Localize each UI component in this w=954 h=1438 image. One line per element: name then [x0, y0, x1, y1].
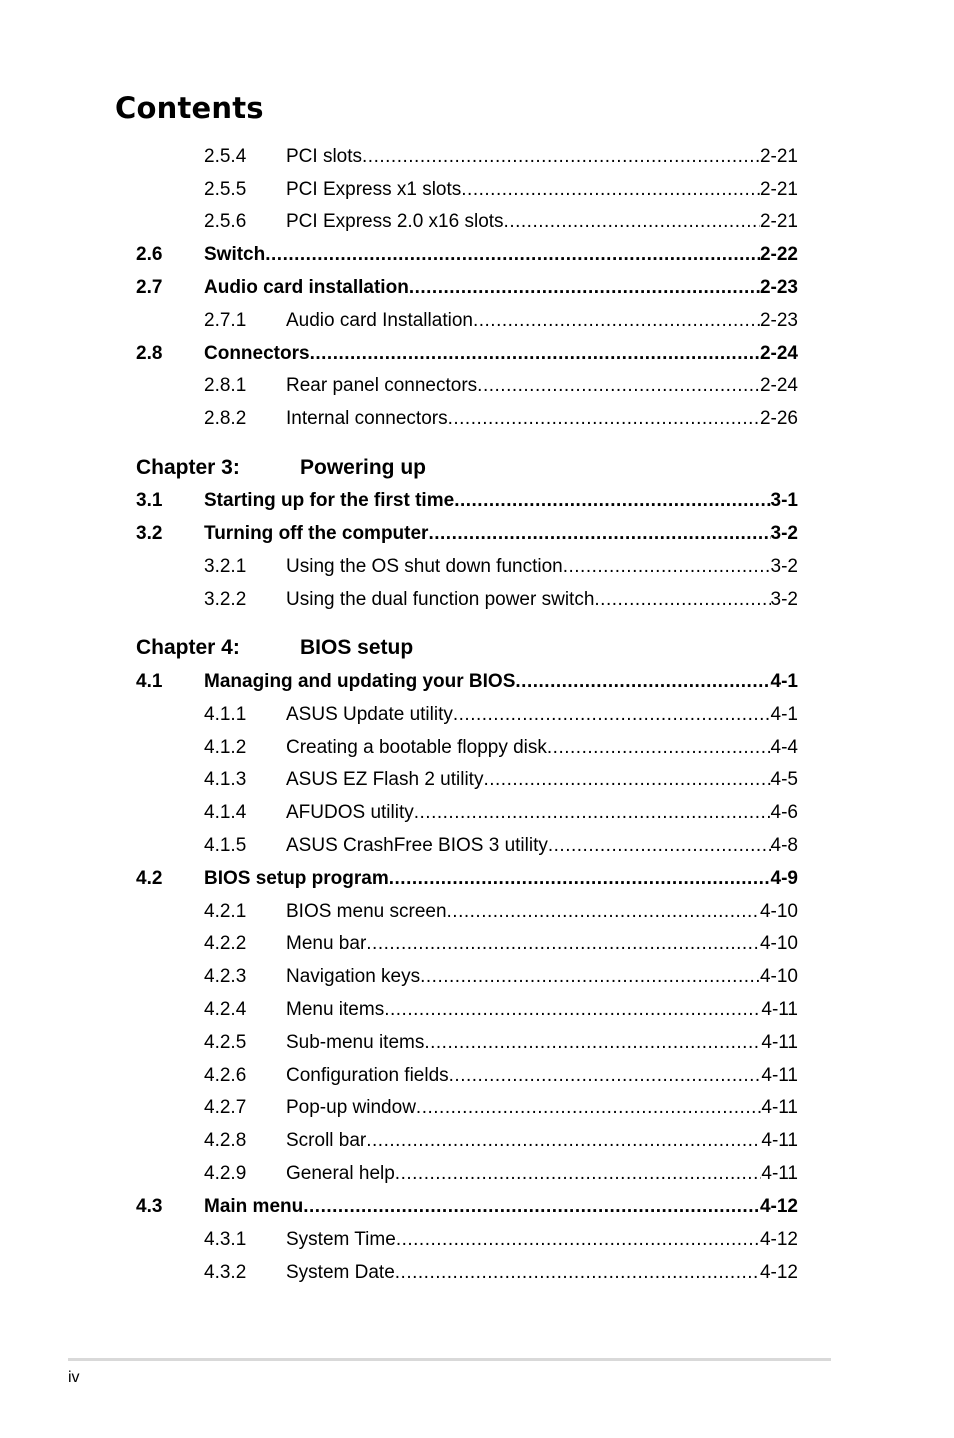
dot-leader — [310, 341, 760, 367]
chapter-label: Chapter 4: — [136, 636, 240, 659]
toc-entry-label: ASUS Update utility — [286, 704, 453, 725]
toc-entry[interactable] — [136, 209, 798, 235]
toc-entry-page: 4-8 — [770, 835, 798, 856]
toc-section-label: Switch — [204, 244, 266, 265]
toc-entry-page: 4-11 — [761, 1163, 798, 1184]
toc-entry-label: ASUS EZ Flash 2 utility — [286, 769, 484, 790]
toc-section-number: 2.7 — [136, 277, 163, 298]
toc-section-page: 2-23 — [759, 277, 798, 298]
toc-entry-page: 2-21 — [759, 179, 798, 200]
dot-leader — [454, 488, 770, 514]
toc-section-number: 3.2 — [136, 523, 163, 544]
dot-leader — [473, 308, 760, 334]
toc-entry[interactable] — [136, 1161, 798, 1187]
footer-page-number: iv — [68, 1369, 80, 1386]
dot-leader — [504, 209, 760, 235]
toc-entry-label: Creating a bootable floppy disk — [286, 737, 547, 758]
dot-leader — [453, 702, 771, 728]
dot-leader — [395, 1260, 760, 1286]
toc-entry[interactable] — [136, 144, 798, 170]
toc-section-page: 2-24 — [759, 343, 798, 364]
toc-entry-number: 4.2.7 — [204, 1097, 247, 1118]
toc-section-label: Starting up for the first time — [204, 490, 455, 511]
toc-entry[interactable] — [136, 1095, 798, 1121]
dot-leader — [448, 406, 760, 432]
toc-entry-page: 4-10 — [759, 966, 798, 987]
toc-entry-number: 4.2.6 — [204, 1065, 247, 1086]
toc-entry[interactable] — [136, 1128, 798, 1154]
chapter-title: Powering up — [300, 456, 426, 479]
toc-entry-label: Audio card Installation — [286, 310, 473, 331]
toc-section-number: 3.1 — [136, 490, 163, 511]
dot-leader — [362, 144, 760, 170]
toc-entry-label: System Time — [286, 1229, 396, 1250]
toc-entry-page: 4-11 — [761, 1032, 798, 1053]
toc-entry-page: 2-21 — [759, 146, 798, 167]
dot-leader — [366, 931, 760, 957]
dot-leader — [477, 373, 760, 399]
toc-entry-page: 4-11 — [761, 1130, 798, 1151]
dot-leader — [409, 275, 760, 301]
toc-entry-label: Internal connectors — [286, 408, 448, 429]
toc-section-page: 2-22 — [759, 244, 798, 265]
toc-entry-number: 4.1.4 — [204, 802, 247, 823]
dot-leader — [414, 800, 771, 826]
toc-entry[interactable] — [136, 931, 798, 957]
toc-entry-page: 3-2 — [770, 589, 798, 610]
toc-entry-number: 3.2.1 — [204, 556, 247, 577]
toc-entry-label: Configuration fields — [286, 1065, 449, 1086]
chapter-title: BIOS setup — [300, 636, 414, 659]
toc-section-number: 4.1 — [136, 671, 163, 692]
chapter-heading[interactable] — [136, 453, 798, 483]
toc-entry-page: 4-10 — [759, 933, 798, 954]
toc-entry-label: PCI Express x1 slots — [286, 179, 462, 200]
toc-entry-label: AFUDOS utility — [286, 802, 414, 823]
chapter-label: Chapter 3: — [136, 456, 240, 479]
toc-entry-label: System Date — [286, 1262, 395, 1283]
toc-entry-number: 4.1.1 — [204, 704, 247, 725]
toc-entry-number: 4.2.3 — [204, 966, 247, 987]
toc-section-page: 3-1 — [770, 490, 798, 511]
toc-entry-page: 4-5 — [770, 769, 798, 790]
toc-section-number: 4.3 — [136, 1196, 163, 1217]
dot-leader — [384, 997, 761, 1023]
dot-leader — [594, 587, 770, 613]
toc-entry-number: 2.8.2 — [204, 408, 247, 429]
toc-entry-label: Sub-menu items — [286, 1032, 425, 1053]
toc-entry[interactable] — [136, 1030, 798, 1056]
toc-entry-label: Rear panel connectors — [286, 375, 478, 396]
toc-entry-page: 2-24 — [759, 375, 798, 396]
toc-entry[interactable] — [136, 800, 798, 826]
dot-leader — [483, 767, 770, 793]
toc-section[interactable] — [136, 275, 798, 301]
dot-leader — [424, 1030, 761, 1056]
toc-entry-page: 2-23 — [759, 310, 798, 331]
toc-entry-label: PCI Express 2.0 x16 slots — [286, 211, 504, 232]
toc-section-page: 4-12 — [759, 1196, 798, 1217]
toc-entry-label: ASUS CrashFree BIOS 3 utility — [286, 835, 548, 856]
toc-entry-number: 4.2.1 — [204, 901, 247, 922]
toc-section-number: 2.8 — [136, 343, 163, 364]
toc-section-page: 4-9 — [770, 868, 798, 889]
footer-divider — [68, 1358, 831, 1361]
toc-entry-number: 4.1.2 — [204, 737, 247, 758]
toc-entry-page: 4-11 — [761, 1065, 798, 1086]
toc-entry[interactable] — [136, 177, 798, 203]
toc-section-label: Connectors — [204, 343, 310, 364]
toc-entry-label: Scroll bar — [286, 1130, 367, 1151]
toc-entry[interactable] — [136, 554, 798, 580]
toc-entry-number: 4.2.8 — [204, 1130, 247, 1151]
dot-leader — [303, 1194, 760, 1220]
toc-entry[interactable] — [136, 587, 798, 613]
toc-entry-label: General help — [286, 1163, 395, 1184]
dot-leader — [366, 1128, 761, 1154]
toc-section[interactable] — [136, 521, 798, 547]
dot-leader — [515, 669, 770, 695]
toc-entry-label: Navigation keys — [286, 966, 421, 987]
toc-section[interactable] — [136, 242, 798, 268]
toc-section-number: 4.2 — [136, 868, 163, 889]
toc-entry-page: 4-1 — [770, 704, 798, 725]
dot-leader — [548, 833, 771, 859]
toc-entry[interactable] — [136, 406, 798, 432]
dot-leader — [416, 1095, 761, 1121]
toc-entry-number: 2.5.6 — [204, 211, 247, 232]
toc-entry[interactable] — [136, 308, 798, 334]
toc-entry-page: 4-10 — [759, 901, 798, 922]
toc-section-page: 4-1 — [770, 671, 798, 692]
toc-entry-number: 4.2.9 — [204, 1163, 247, 1184]
toc-section-number: 2.6 — [136, 244, 163, 265]
chapter-heading[interactable] — [136, 633, 798, 663]
toc-entry[interactable] — [136, 767, 798, 793]
toc-entry-page: 2-21 — [759, 211, 798, 232]
toc-entry[interactable] — [136, 833, 798, 859]
toc-entry-label: PCI slots — [286, 146, 363, 167]
dot-leader — [447, 899, 760, 925]
toc-section-label: Turning off the computer — [204, 523, 429, 544]
toc-entry-number: 4.2.2 — [204, 933, 247, 954]
dot-leader — [563, 554, 771, 580]
dot-leader — [389, 866, 771, 892]
dot-leader — [420, 964, 760, 990]
toc-entry-number: 4.3.2 — [204, 1262, 247, 1283]
dot-leader — [449, 1063, 762, 1089]
toc-entry-page: 2-26 — [759, 408, 798, 429]
page-title: Contents — [115, 91, 264, 125]
toc-entry[interactable] — [136, 1227, 798, 1253]
toc-entry-label: Using the dual function power switch — [286, 589, 595, 610]
toc-entry-page: 4-11 — [761, 999, 798, 1020]
toc-entry[interactable] — [136, 997, 798, 1023]
toc-entry-number: 4.2.5 — [204, 1032, 247, 1053]
toc-section-label: Main menu — [204, 1196, 304, 1217]
dot-leader — [547, 735, 771, 761]
dot-leader — [461, 177, 760, 203]
toc-entry-number: 2.7.1 — [204, 310, 247, 331]
toc-entry-number: 2.5.4 — [204, 146, 247, 167]
toc-section[interactable] — [136, 866, 798, 892]
toc-entry[interactable] — [136, 1260, 798, 1286]
toc-section-label: Audio card installation — [204, 277, 409, 298]
toc-entry-label: Pop-up window — [286, 1097, 416, 1118]
toc-entry-label: Using the OS shut down function — [286, 556, 563, 577]
toc-section-label: BIOS setup program — [204, 868, 389, 889]
toc-entry-number: 2.5.5 — [204, 179, 247, 200]
toc-entry-number: 2.8.1 — [204, 375, 247, 396]
toc-entry-page: 4-6 — [770, 802, 798, 823]
toc-entry-number: 4.2.4 — [204, 999, 247, 1020]
toc-entry[interactable] — [136, 899, 798, 925]
toc-entry-label: Menu items — [286, 999, 385, 1020]
toc-entry-number: 3.2.2 — [204, 589, 247, 610]
dot-leader — [395, 1161, 762, 1187]
toc-entry-page: 4-11 — [761, 1097, 798, 1118]
toc-entry-number: 4.3.1 — [204, 1229, 247, 1250]
toc-entry[interactable] — [136, 735, 798, 761]
toc-section[interactable] — [136, 341, 798, 367]
toc-entry[interactable] — [136, 373, 798, 399]
toc-section[interactable] — [136, 669, 798, 695]
toc-section[interactable] — [136, 1194, 798, 1220]
toc-entry-page: 4-12 — [759, 1229, 798, 1250]
toc-entry[interactable] — [136, 702, 798, 728]
toc-entry[interactable] — [136, 1063, 798, 1089]
toc-entry-number: 4.1.3 — [204, 769, 247, 790]
toc-entry-page: 4-4 — [770, 737, 798, 758]
toc-entry-number: 4.1.5 — [204, 835, 247, 856]
toc-entry-label: Menu bar — [286, 933, 367, 954]
toc-section-page: 3-2 — [770, 523, 798, 544]
dot-leader — [428, 521, 770, 547]
dot-leader — [396, 1227, 760, 1253]
toc-entry-page: 4-12 — [759, 1262, 798, 1283]
dot-leader — [265, 242, 760, 268]
toc-entry-label: BIOS menu screen — [286, 901, 447, 922]
toc-entry[interactable] — [136, 964, 798, 990]
toc-section[interactable] — [136, 488, 798, 514]
toc-section-label: Managing and updating your BIOS — [204, 671, 516, 692]
toc-entry-page: 3-2 — [770, 556, 798, 577]
